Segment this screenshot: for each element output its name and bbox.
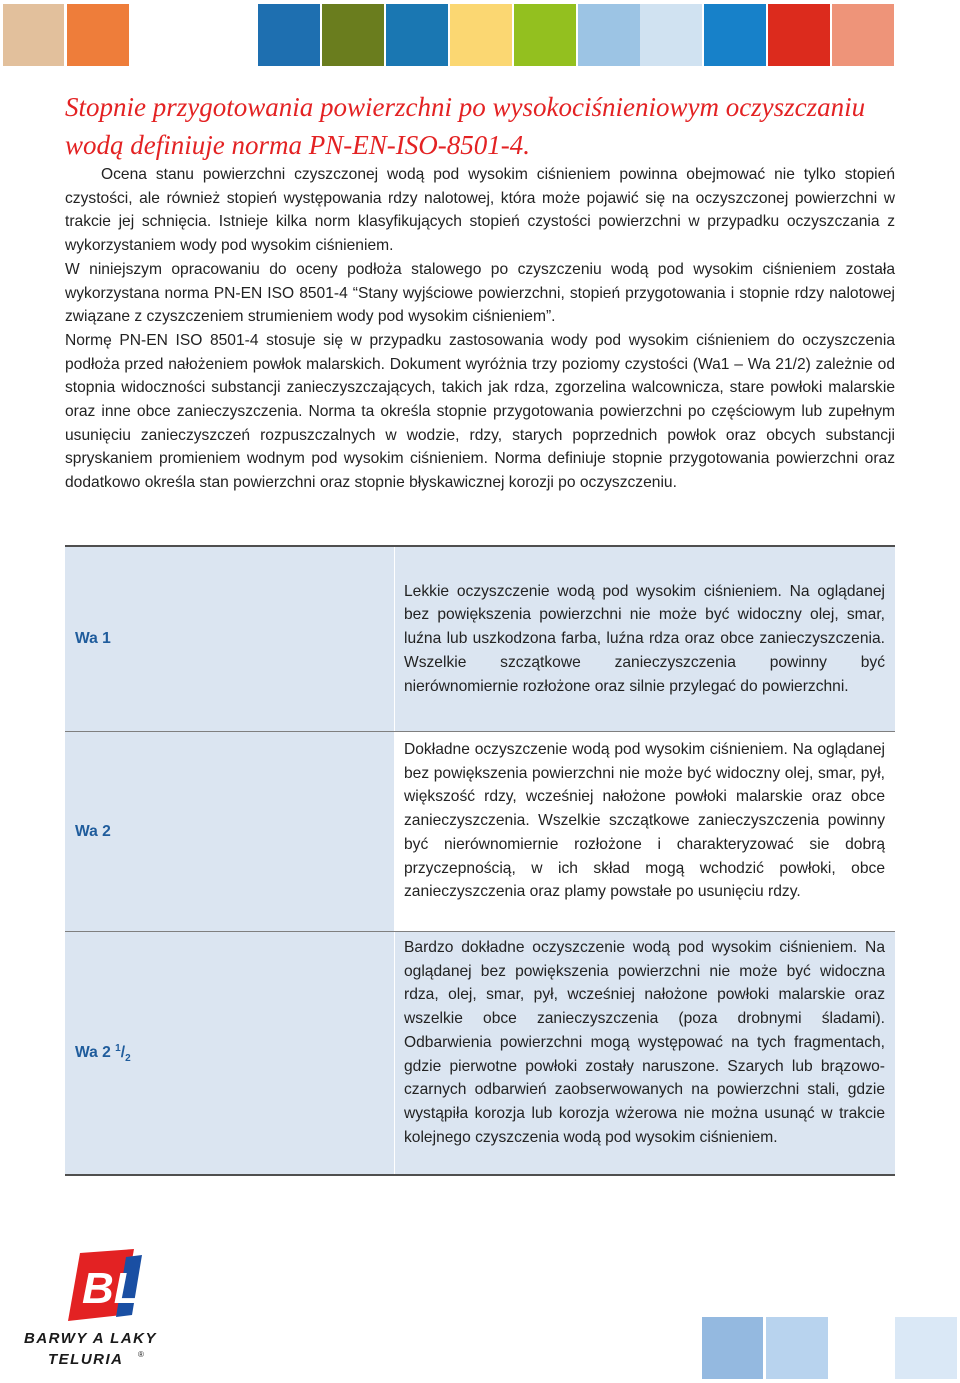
header-swatch — [3, 4, 64, 66]
logo-monogram: BL — [82, 1264, 141, 1313]
header-swatch — [322, 4, 384, 66]
footer-swatch — [702, 1317, 763, 1379]
header-swatch — [704, 4, 766, 66]
page-title: Stopnie przygotowania powierzchni po wysokociśnieniowym oczyszczaniu wodą definiuje norma PN-EN-ISO-8501-4. — [65, 92, 866, 160]
grade-description: Lekkie oczyszczenie wodą pod wysokim ciśnieniem. Na oglądanej bez powiększenia powierzchni nie może być widoczny olej, smar, luźna lub uszkodzona farba, luźna rdza oraz obce zanieczyszczenia. Wszelkie szczątkowe zanieczyszczenia powinny być nierównomiernie rozłożone oraz silnie przylegać do powierzchni. — [395, 546, 896, 732]
paragraph: Ocena stanu powierzchni czyszczonej wodą pod wysokim ciśnieniem powinna obejmować nie tylko stopień czystości, ale również stopień występowania rdzy nalotowej, która może pojawić się na oczyszczonej powierzchni w trakcie jej schnięcia. Istnieje kilka norm klasyfikujących stopień czystości powierzchni w przypadku oczyszczania z wykorzystaniem wody pod wysokim ciśnieniem. — [65, 166, 895, 255]
table-row — [65, 932, 895, 1176]
table-row — [65, 546, 895, 732]
logo-text-line2: TELURIA — [48, 1351, 124, 1368]
table-row — [65, 732, 895, 932]
grade-label: Wa 2 — [65, 732, 395, 932]
paragraph: Normę PN-EN ISO 8501-4 stosuje się w przypadku zastosowania wody pod wysokim ciśnieniem do oczyszczenia podłoża przed nałożeniem powłok malarskich. Dokument wyróżnia trzy poziomy czystości (Wa1 – Wa 21/2) zależnie od stopnia widoczności substancji zanieczyszczających, takich jak rdza, zgorzelina walcownicza, stare powłoki malarskie oraz inne obce zanieczyszczenia. Norma ta określa stopnie przygotowania powierzchni po częściowym lub zupełnym usunięciu zanieczyszczeń rozpuszczalnych w wodzie, rdzy, starych poprzednich powłok oraz obcych substancji spryskaniem promieniem wodnym pod wysokim ciśnieniem. Norma definiuje stopnie przygotowania powierzchni oraz dodatkowo określa stan powierzchni oraz stopnie błyskawicznej korozji po oczyszczeniu. — [65, 331, 895, 492]
grade-label: Wa 2 $^1/_2$ — [65, 932, 395, 1176]
header-swatch — [258, 4, 320, 66]
header-swatch — [67, 4, 129, 66]
header-swatch — [450, 4, 512, 66]
footer-swatch — [766, 1317, 828, 1379]
paragraph: W niniejszym opracowaniu do oceny podłoża stalowego po czyszczeniu wodą pod wysokim ciśnieniem została wykorzystana norma PN-EN ISO 8501-4 “Stany wyjściowe powierzchni, stopień przygotowania i stopnie rdzy nalotowej związane z czyszczeniem strumieniem wody pod wysokim ciśnieniem”. — [65, 260, 895, 326]
header-swatch — [832, 4, 894, 66]
body-text — [65, 163, 895, 495]
header-swatch — [386, 4, 448, 66]
header-swatch — [640, 4, 702, 66]
grade-label: Wa 1 — [65, 546, 395, 732]
cleanliness-grades-table — [65, 545, 895, 1176]
header-swatch — [578, 4, 640, 66]
footer-color-strip — [0, 1317, 960, 1379]
header-color-strip — [0, 4, 960, 66]
header-swatch — [895, 4, 957, 66]
grade-description: Dokładne oczyszczenie wodą pod wysokim ciśnieniem. Na oglądanej bez powiększenia powierzchni nie może być widoczny olej, smar, pył, większość rdzy, wcześniej nałożone powłoki malarskie oraz obce zanieczyszczenia. Wszelkie szczątkowe zanieczyszczenia powinny być nierównomiernie rozłożone i charakteryzować sie dobrą przyczepnością, w ich skład mogą wchodzić powłoki, obce zanieczyszczenia oraz plamy powstałe po usunięciu rdzy. — [395, 732, 896, 932]
logo-text-line1: BARWY A LAKY — [24, 1330, 158, 1347]
footer-swatch — [895, 1317, 957, 1379]
header-swatch — [768, 4, 830, 66]
header-swatch — [514, 4, 576, 66]
grade-description: Bardzo dokładne oczyszczenie wodą pod wysokim ciśnieniem. Na oglądanej bez powiększenia powierzchni nie może być widoczna rdza, olej, smar, pył, wcześniej nałożone powłoki malarskie oraz wszelkie obce zanieczyszczenia (poza drobnymi śladami). Odbarwienia powierzchni mogą występować na tych fragmentach, gdzie pierwotne powłoki zostały naruszone. Szarych lub brązowo-czarnych odbarwień zaobserwowanych na powierzchni stali, gdzie wystąpiła korozja lub korozja wżerowa nie można usunąć w trakcie kolejnego czyszczenia wodą pod wysokim ciśnieniem. — [395, 932, 896, 1176]
registered-mark: ® — [138, 1350, 144, 1359]
